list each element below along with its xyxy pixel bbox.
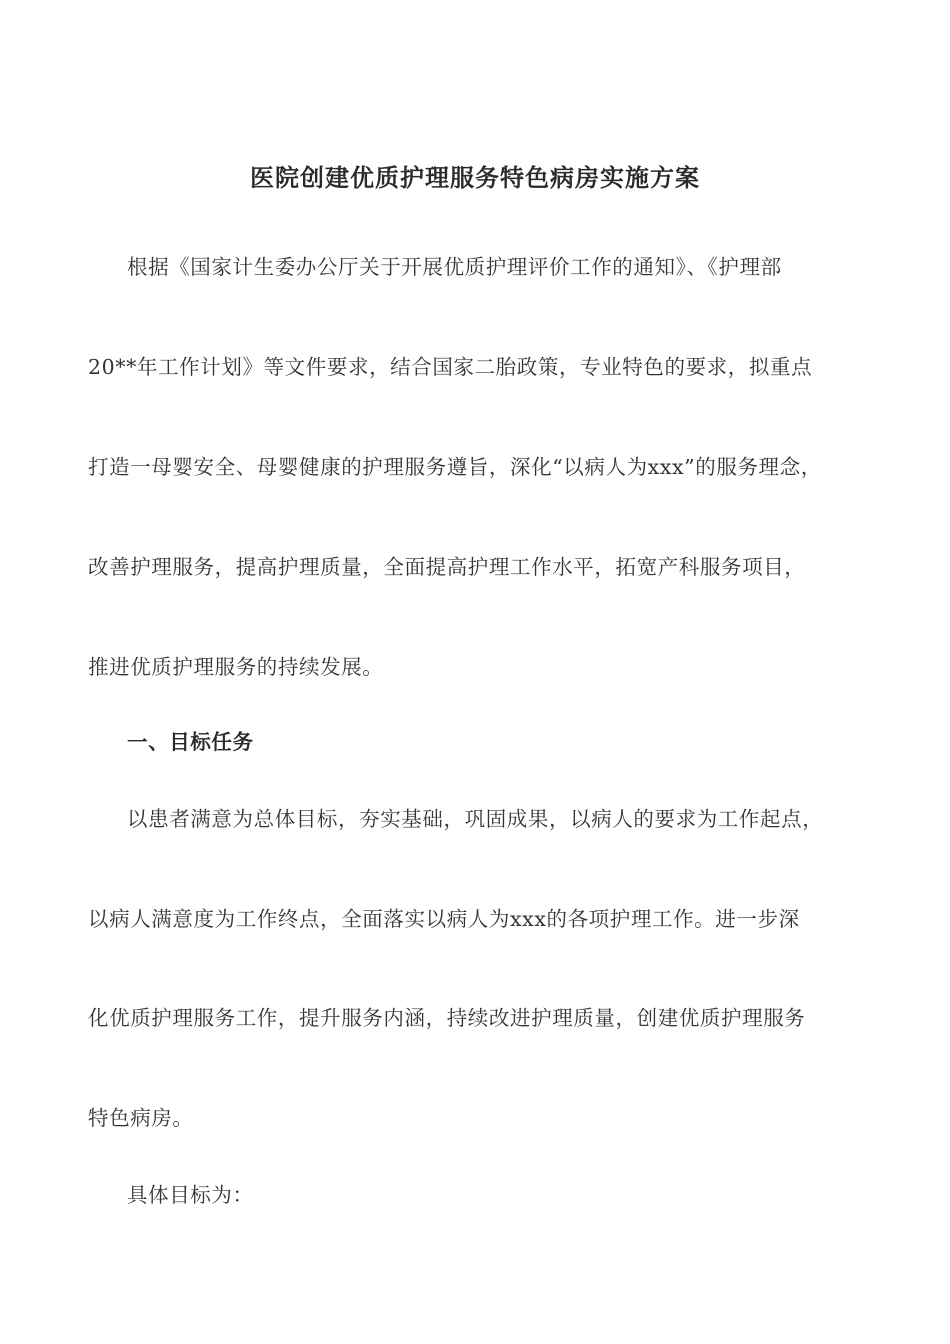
document-title: 医院创建优质护理服务特色病房实施方案 <box>250 163 700 192</box>
paragraph-line: 根据《国家计生委办公厅关于开展优质护理评价工作的通知》、《护理部 <box>127 255 782 279</box>
paragraph-line: 打造一母婴安全、母婴健康的护理服务遵旨，深化“以病人为xxx”的服务理念， <box>88 455 822 479</box>
paragraph-line: 改善护理服务，提高护理质量，全面提高护理工作水平，拓宽产科服务项目， <box>88 555 806 579</box>
paragraph-line: 以病人满意度为工作终点，全面落实以病人为xxx的各项护理工作。进一步深 <box>88 907 800 931</box>
paragraph-line: 具体目标为： <box>127 1183 254 1207</box>
paragraph-line: 化优质护理服务工作，提升服务内涵，持续改进护理质量，创建优质护理服务 <box>88 1006 806 1030</box>
paragraph-line: 特色病房。 <box>88 1106 194 1130</box>
section-heading: 一、目标任务 <box>127 730 254 754</box>
paragraph-line: 推进优质护理服务的持续发展。 <box>88 655 384 679</box>
paragraph-line: 20**年工作计划》等文件要求，结合国家二胎政策，专业特色的要求，拟重点 <box>88 355 813 379</box>
paragraph-line: 以患者满意为总体目标，夯实基础，巩固成果，以病人的要求为工作起点， <box>127 807 824 831</box>
